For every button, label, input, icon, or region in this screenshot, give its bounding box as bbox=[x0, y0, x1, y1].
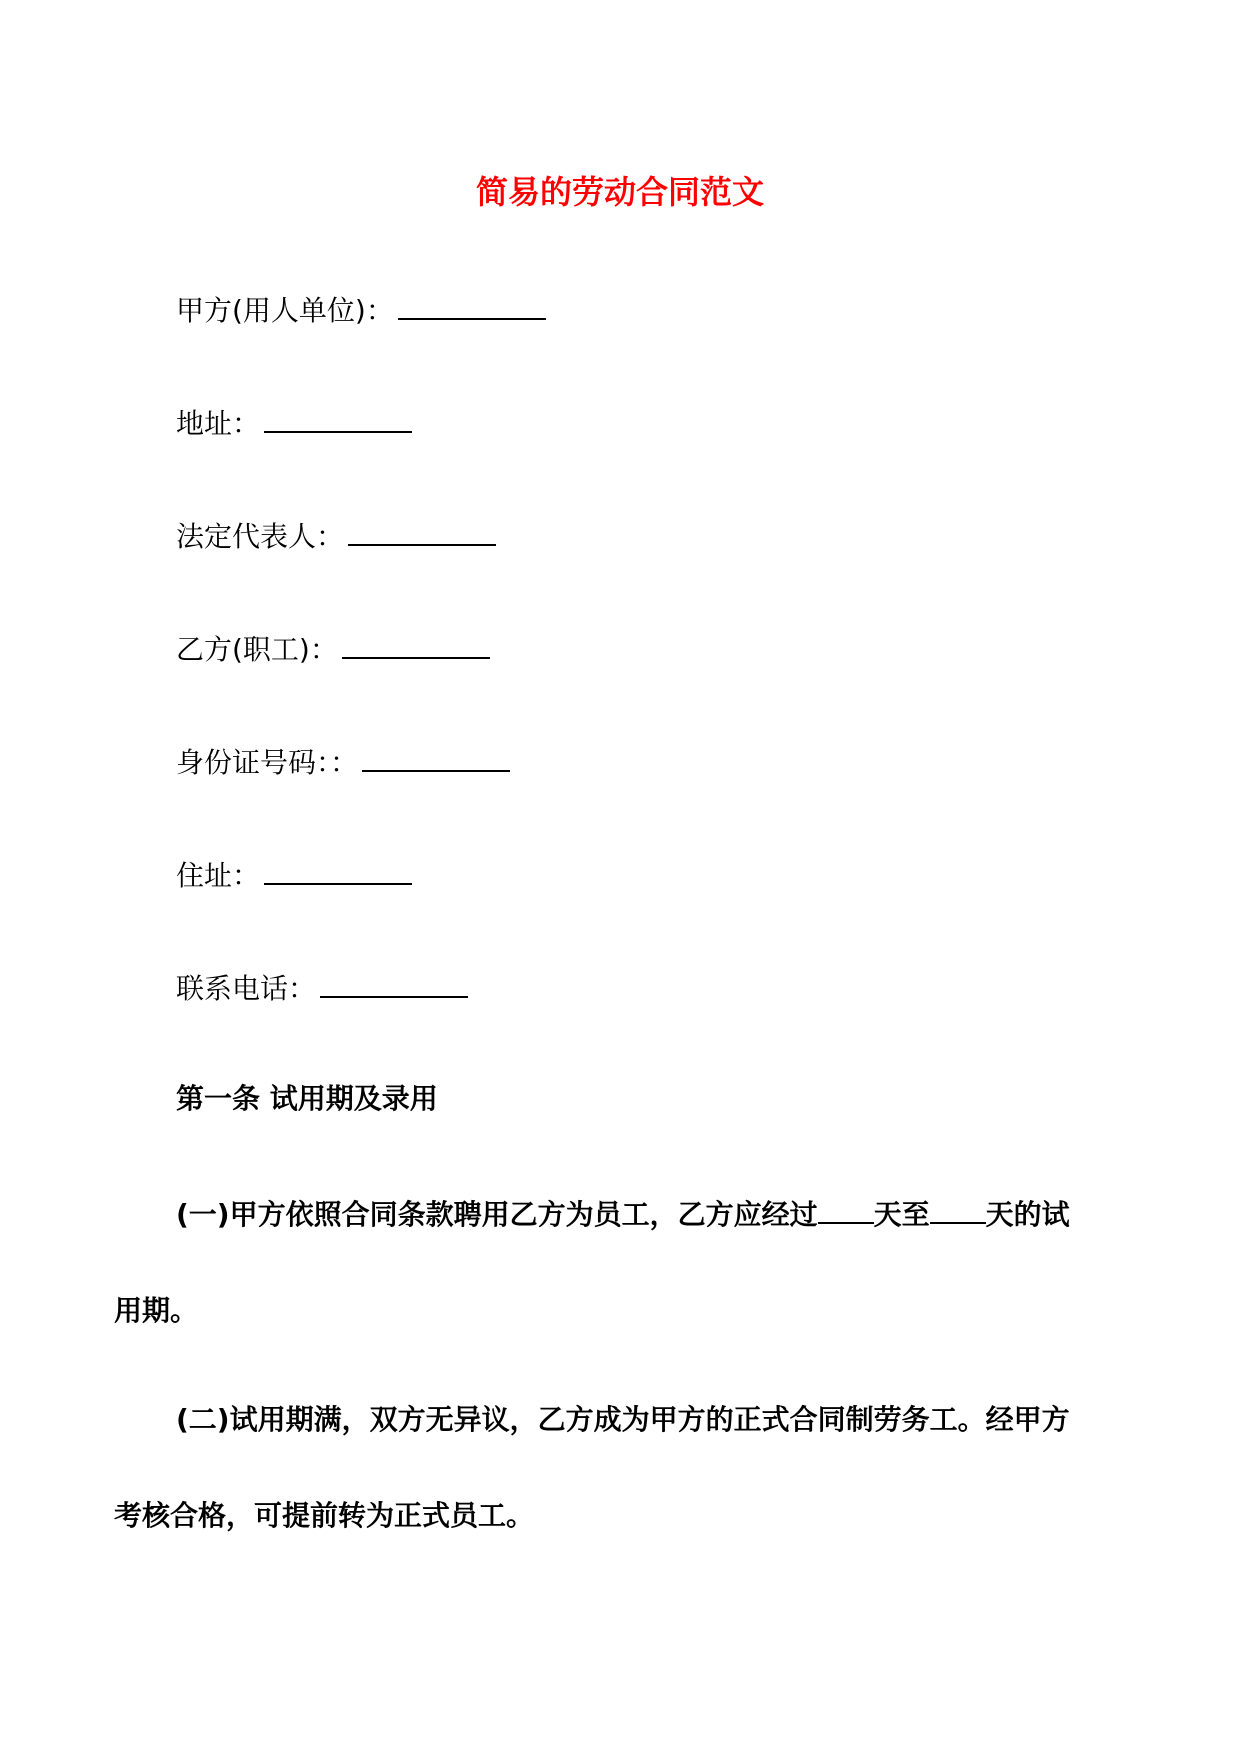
field-address-blank[interactable] bbox=[264, 403, 412, 433]
field-legal-representative-label: 法定代表人： bbox=[176, 520, 345, 553]
field-phone-label: 联系电话： bbox=[176, 972, 317, 1005]
field-id-number-blank[interactable] bbox=[362, 742, 510, 772]
field-residence-blank[interactable] bbox=[264, 855, 412, 885]
clause-one bbox=[114, 1194, 1124, 1329]
field-address bbox=[176, 403, 412, 442]
clause-one-text-a: (一)甲方依照合同条款聘用乙方为员工，乙方应经过 bbox=[176, 1198, 818, 1231]
field-id-number-label: 身份证号码：： bbox=[176, 746, 359, 779]
field-residence bbox=[176, 855, 412, 894]
field-legal-representative bbox=[176, 516, 496, 555]
document-title: 简易的劳动合同范文 bbox=[475, 173, 764, 211]
clause-one-line2: 用期。 bbox=[114, 1294, 199, 1327]
clause-one-text-c: 天的试 bbox=[985, 1198, 1070, 1231]
clause-two bbox=[114, 1402, 1124, 1534]
field-id-number bbox=[176, 742, 510, 781]
field-employer-label: 甲方(用人单位)： bbox=[176, 294, 394, 327]
field-residence-label: 住址： bbox=[176, 859, 261, 892]
field-address-label: 地址： bbox=[176, 407, 261, 440]
field-phone-blank[interactable] bbox=[320, 968, 468, 998]
clause-two-line1: (二)试用期满，双方无异议，乙方成为甲方的正式合同制劳务工。经甲方 bbox=[176, 1403, 1070, 1436]
section-heading: 第一条 试用期及录用 bbox=[176, 1082, 438, 1115]
trial-min-days-blank[interactable] bbox=[818, 1194, 874, 1224]
trial-max-days-blank[interactable] bbox=[930, 1194, 986, 1224]
clause-one-line1 bbox=[114, 1194, 1124, 1233]
field-employer-blank[interactable] bbox=[398, 290, 546, 320]
clause-one-text-b: 天至 bbox=[873, 1198, 930, 1231]
field-legal-representative-blank[interactable] bbox=[348, 516, 496, 546]
field-phone bbox=[176, 968, 468, 1007]
field-employee bbox=[176, 629, 490, 668]
field-employee-blank[interactable] bbox=[342, 629, 490, 659]
field-employee-label: 乙方(职工)： bbox=[176, 633, 338, 666]
clause-two-line2: 考核合格，可提前转为正式员工。 bbox=[114, 1499, 535, 1532]
field-employer bbox=[176, 290, 546, 329]
